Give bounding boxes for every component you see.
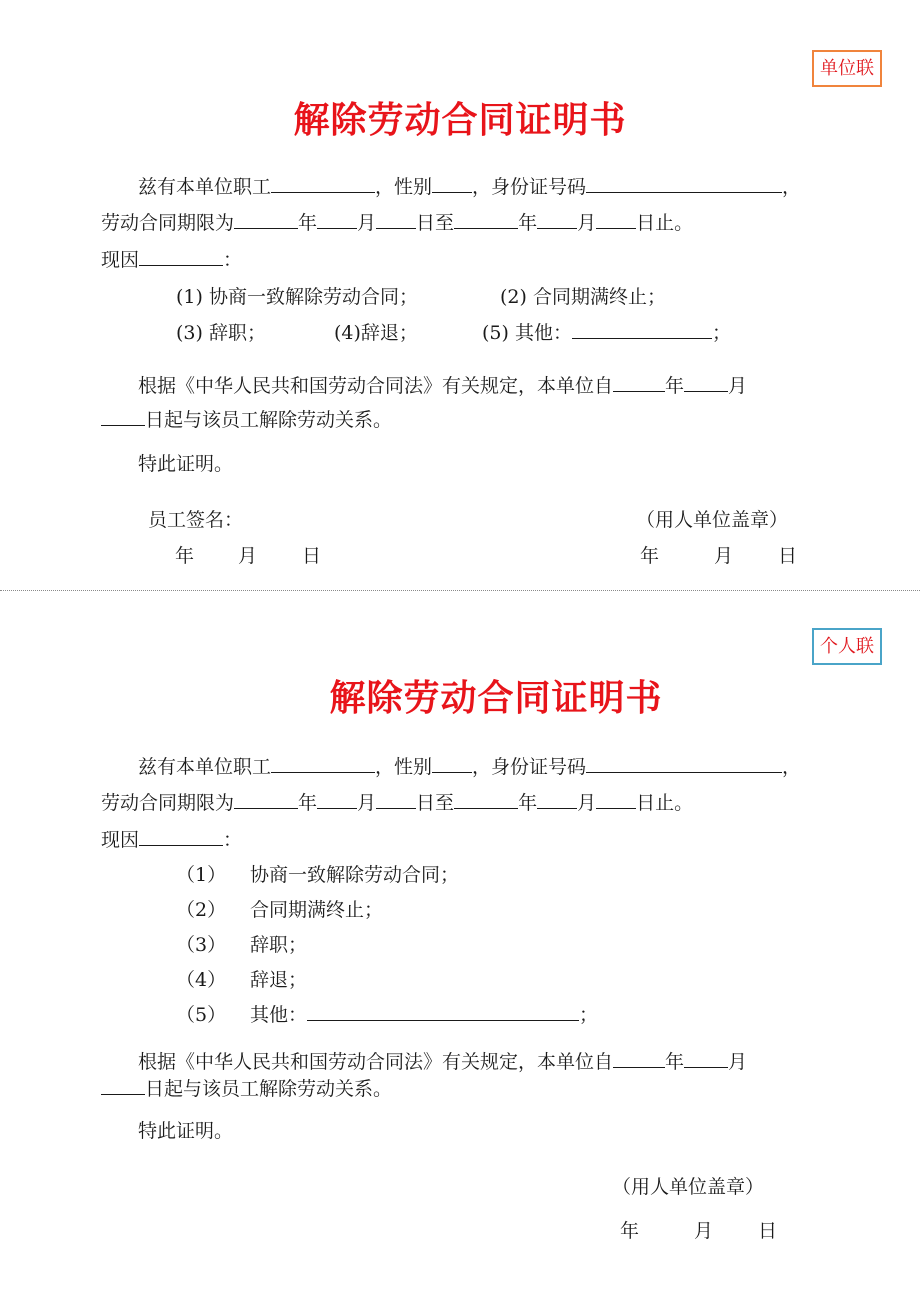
company-seal-label: （用人单位盖章）	[636, 509, 789, 531]
comma: ，	[782, 756, 802, 778]
law-line-2	[101, 405, 392, 432]
law-month-blank[interactable]	[684, 1049, 728, 1068]
end-year-blank[interactable]	[454, 210, 518, 229]
year-label: 年	[665, 1051, 685, 1073]
reason-blank[interactable]	[139, 827, 223, 846]
year-label: 年	[518, 792, 538, 814]
certify-text: 特此证明。	[138, 453, 234, 475]
certify-text: 特此证明。	[138, 1120, 234, 1142]
option-5-label: (5) 其他：	[482, 322, 572, 344]
option-3-number: （3）	[176, 934, 227, 956]
contract-period-label: 劳动合同期限为	[101, 792, 235, 814]
law-text-end: 日起与该员工解除劳动关系。	[145, 409, 393, 431]
month-label: 月	[357, 212, 377, 234]
employee-name-blank[interactable]	[271, 754, 375, 773]
option-3: (3) 辞职；	[176, 322, 266, 344]
law-month-blank[interactable]	[684, 373, 728, 392]
document-title: 解除劳动合同证明书	[293, 100, 627, 141]
seal-date-year: 年	[620, 1220, 640, 1242]
company-seal-label: （用人单位盖章）	[612, 1176, 765, 1198]
option-5-text: 其他：	[250, 1004, 308, 1026]
option-5	[482, 318, 731, 345]
seal-date-month: 月	[694, 1220, 714, 1242]
end-month-blank[interactable]	[537, 210, 577, 229]
reason-blank[interactable]	[139, 247, 223, 266]
option-2-number: （2）	[176, 899, 227, 921]
law-year-blank[interactable]	[613, 373, 665, 392]
gender-label: ，性别	[375, 176, 433, 198]
id-number-label: ，身份证号码	[472, 176, 587, 198]
end-year-blank[interactable]	[454, 790, 518, 809]
month-label: 月	[357, 792, 377, 814]
day-to-label: 日至	[416, 792, 455, 814]
start-month-blank[interactable]	[317, 790, 357, 809]
intro-text: 兹有本单位职工	[138, 176, 272, 198]
semicolon: ；	[711, 322, 731, 344]
law-day-blank[interactable]	[101, 1076, 145, 1095]
gender-blank[interactable]	[432, 754, 472, 773]
law-line-2	[101, 1074, 392, 1101]
start-year-blank[interactable]	[234, 790, 298, 809]
intro-line	[138, 752, 801, 779]
law-year-blank[interactable]	[613, 1049, 665, 1068]
personal-copy-badge: 个人联	[812, 628, 882, 665]
day-end-label: 日止。	[636, 212, 694, 234]
employee-date-day: 日	[302, 545, 322, 567]
month-label: 月	[728, 1051, 748, 1073]
semicolon: ；	[579, 1004, 599, 1026]
other-reason-blank[interactable]	[572, 320, 712, 339]
start-year-blank[interactable]	[234, 210, 298, 229]
start-day-blank[interactable]	[376, 210, 416, 229]
start-month-blank[interactable]	[317, 210, 357, 229]
seal-date-day: 日	[778, 545, 798, 567]
contract-period-label: 劳动合同期限为	[101, 212, 235, 234]
option-1: (1) 协商一致解除劳动合同；	[176, 286, 418, 308]
id-number-label: ，身份证号码	[472, 756, 587, 778]
month-label: 月	[728, 375, 748, 397]
law-text: 根据《中华人民共和国劳动合同法》有关规定，本单位自	[138, 375, 614, 397]
end-day-blank[interactable]	[596, 210, 636, 229]
colon: ：	[223, 249, 243, 271]
reason-line	[101, 825, 242, 852]
law-day-blank[interactable]	[101, 407, 145, 426]
option-5-number: （5）	[176, 1004, 227, 1026]
option-2: (2) 合同期满终止；	[500, 286, 666, 308]
employee-date-year: 年	[175, 545, 195, 567]
month-label: 月	[577, 792, 597, 814]
option-5	[250, 1000, 598, 1027]
intro-line	[138, 172, 801, 199]
law-line	[138, 371, 747, 398]
employee-signature-label: 员工签名：	[148, 509, 244, 531]
cut-line-divider	[0, 590, 920, 591]
option-2-text: 合同期满终止；	[250, 899, 384, 921]
option-4-text: 辞退；	[250, 969, 308, 991]
gender-blank[interactable]	[432, 174, 472, 193]
reason-label: 现因	[101, 829, 140, 851]
contract-period-line	[101, 208, 693, 235]
year-label: 年	[518, 212, 538, 234]
employee-name-blank[interactable]	[271, 174, 375, 193]
day-to-label: 日至	[416, 212, 455, 234]
option-3-text: 辞职；	[250, 934, 308, 956]
id-number-blank[interactable]	[586, 174, 782, 193]
comma: ，	[782, 176, 802, 198]
end-month-blank[interactable]	[537, 790, 577, 809]
option-1-text: 协商一致解除劳动合同；	[250, 864, 460, 886]
day-end-label: 日止。	[636, 792, 694, 814]
employee-date-month: 月	[238, 545, 258, 567]
option-4-number: （4）	[176, 969, 227, 991]
year-label: 年	[665, 375, 685, 397]
id-number-blank[interactable]	[586, 754, 782, 773]
law-text-end: 日起与该员工解除劳动关系。	[145, 1078, 393, 1100]
option-1-number: （1）	[176, 864, 227, 886]
option-4: (4)辞退；	[334, 322, 418, 344]
end-day-blank[interactable]	[596, 790, 636, 809]
document-title: 解除劳动合同证明书	[329, 678, 663, 719]
seal-date-year: 年	[640, 545, 660, 567]
seal-date-month: 月	[714, 545, 734, 567]
start-day-blank[interactable]	[376, 790, 416, 809]
year-label: 年	[298, 212, 318, 234]
contract-period-line	[101, 788, 693, 815]
colon: ：	[223, 829, 243, 851]
seal-date-day: 日	[758, 1220, 778, 1242]
year-label: 年	[298, 792, 318, 814]
month-label: 月	[577, 212, 597, 234]
other-reason-blank[interactable]	[307, 1002, 579, 1021]
reason-line	[101, 245, 242, 272]
intro-text: 兹有本单位职工	[138, 756, 272, 778]
law-line	[138, 1047, 747, 1074]
gender-label: ，性别	[375, 756, 433, 778]
law-text: 根据《中华人民共和国劳动合同法》有关规定，本单位自	[138, 1051, 614, 1073]
reason-label: 现因	[101, 249, 140, 271]
unit-copy-badge: 单位联	[812, 50, 882, 87]
